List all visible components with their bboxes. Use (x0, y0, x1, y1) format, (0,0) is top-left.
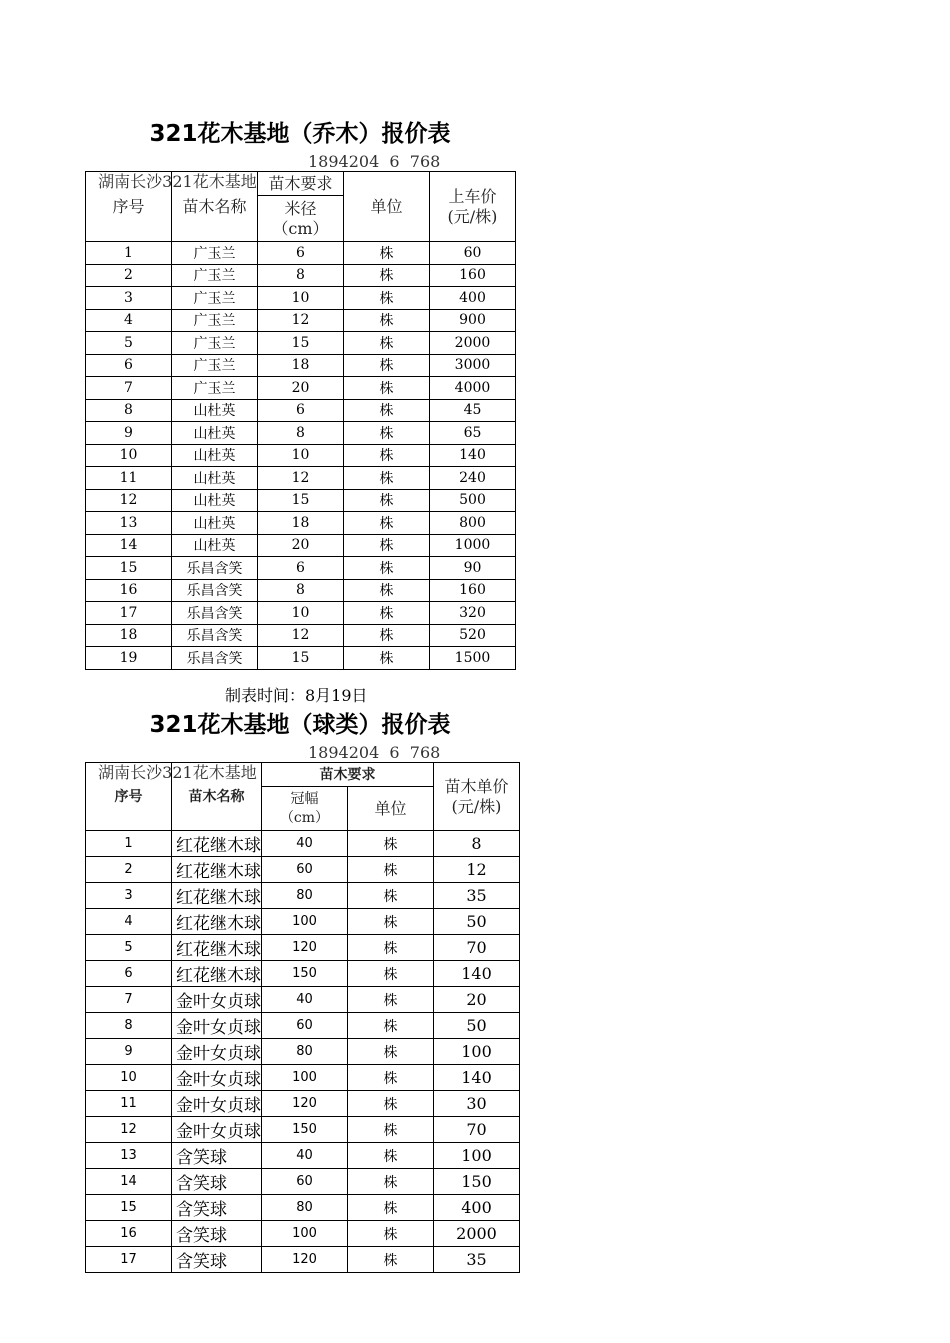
plant-name: 广玉兰 (172, 309, 258, 332)
table-row (86, 1091, 520, 1117)
row-number: 17 (86, 1247, 172, 1273)
price-value: 35 (434, 883, 520, 909)
size-value: 100 (262, 1221, 348, 1247)
row-number: 7 (86, 987, 172, 1013)
size-value: 40 (262, 987, 348, 1013)
size-value: 20 (258, 534, 344, 557)
phone-number: 1894204 6 768 (308, 152, 441, 171)
plant-name: 山杜英 (172, 467, 258, 490)
row-number: 9 (86, 422, 172, 445)
unit-value: 株 (348, 1195, 434, 1221)
table-row (86, 422, 516, 445)
arbor-price-title: 321花木基地（乔木）报价表 (149, 121, 451, 147)
row-number: 15 (86, 1195, 172, 1221)
row-number: 4 (86, 909, 172, 935)
plant-name: 山杜英 (172, 512, 258, 535)
table-row (86, 377, 516, 400)
size-value: 40 (262, 831, 348, 857)
price-value: 100 (434, 1039, 520, 1065)
price-value: 2000 (434, 1221, 520, 1247)
price-value: 520 (430, 624, 516, 647)
row-number: 6 (86, 354, 172, 377)
price-value: 8 (434, 831, 520, 857)
row-number: 16 (86, 1221, 172, 1247)
size-value: 12 (258, 624, 344, 647)
plant-name: 含笑球 (172, 1247, 262, 1273)
unit-value: 株 (344, 309, 430, 332)
row-number: 4 (86, 309, 172, 332)
unit-value: 株 (344, 399, 430, 422)
size-value: 6 (258, 399, 344, 422)
plant-name: 金叶女贞球 (172, 1013, 262, 1039)
row-number: 6 (86, 961, 172, 987)
price-value: 1500 (430, 647, 516, 670)
size-value: 100 (262, 909, 348, 935)
plant-name: 红花继木球 (172, 909, 262, 935)
size-value: 120 (262, 1091, 348, 1117)
unit-value: 株 (348, 857, 434, 883)
row-number: 11 (86, 467, 172, 490)
plant-name: 红花继木球 (172, 857, 262, 883)
row-number: 2 (86, 264, 172, 287)
price-value: 240 (430, 467, 516, 490)
table-row (86, 1221, 520, 1247)
unit-value: 株 (344, 377, 430, 400)
plant-name: 广玉兰 (172, 332, 258, 355)
table-row (86, 399, 516, 422)
table-row (86, 467, 516, 490)
table-row (86, 624, 516, 647)
plant-name: 乐昌含笑 (172, 647, 258, 670)
unit-value: 株 (344, 579, 430, 602)
unit-value: 株 (344, 467, 430, 490)
plant-name: 广玉兰 (172, 287, 258, 310)
size-value: 15 (258, 489, 344, 512)
size-value: 6 (258, 242, 344, 265)
unit-value: 株 (344, 444, 430, 467)
plant-name: 广玉兰 (172, 242, 258, 265)
price-value: 50 (434, 909, 520, 935)
row-number: 16 (86, 579, 172, 602)
price-value: 70 (434, 935, 520, 961)
price-value: 800 (430, 512, 516, 535)
row-number: 1 (86, 831, 172, 857)
price-value: 45 (430, 399, 516, 422)
size-value: 20 (258, 377, 344, 400)
unit-value: 株 (348, 909, 434, 935)
table-row (86, 602, 516, 625)
price-value: 1000 (430, 534, 516, 557)
price-value: 90 (430, 557, 516, 580)
size-value: 10 (258, 602, 344, 625)
price-value: 70 (434, 1117, 520, 1143)
unit-value: 株 (348, 1169, 434, 1195)
price-value: 20 (434, 987, 520, 1013)
plant-name: 山杜英 (172, 399, 258, 422)
table-row (86, 1195, 520, 1221)
size-value: 60 (262, 857, 348, 883)
table-row (86, 647, 516, 670)
unit-value: 株 (344, 287, 430, 310)
size-value: 80 (262, 1039, 348, 1065)
plant-name: 山杜英 (172, 534, 258, 557)
table-row (86, 309, 516, 332)
plant-name: 金叶女贞球 (172, 1117, 262, 1143)
price-value: 50 (434, 1013, 520, 1039)
plant-name: 金叶女贞球 (172, 1039, 262, 1065)
row-number: 17 (86, 602, 172, 625)
unit-value: 株 (348, 883, 434, 909)
size-value: 150 (262, 961, 348, 987)
unit-value: 株 (348, 1117, 434, 1143)
nursery-name: 湖南长沙321花木基地 (98, 763, 257, 782)
table-row (86, 1247, 520, 1273)
plant-name: 广玉兰 (172, 264, 258, 287)
row-number: 12 (86, 489, 172, 512)
row-number: 12 (86, 1117, 172, 1143)
size-value: 10 (258, 287, 344, 310)
size-value: 120 (262, 935, 348, 961)
unit-value: 株 (348, 1065, 434, 1091)
unit-value: 株 (348, 831, 434, 857)
plant-name: 金叶女贞球 (172, 1065, 262, 1091)
plant-name: 含笑球 (172, 1169, 262, 1195)
plant-name: 红花继木球 (172, 883, 262, 909)
unit-value: 株 (348, 935, 434, 961)
plant-name: 含笑球 (172, 1221, 262, 1247)
size-value: 15 (258, 332, 344, 355)
size-value: 80 (262, 1195, 348, 1221)
table-row (86, 1169, 520, 1195)
plant-name: 红花继木球 (172, 831, 262, 857)
header-price: 苗木单价(元/株) (434, 763, 520, 831)
plant-name: 山杜英 (172, 489, 258, 512)
price-value: 2000 (430, 332, 516, 355)
unit-value: 株 (344, 332, 430, 355)
table-row (86, 987, 520, 1013)
row-number: 7 (86, 377, 172, 400)
table-row (86, 961, 520, 987)
row-number: 18 (86, 624, 172, 647)
header-requirement: 苗木要求 (258, 172, 344, 196)
size-value: 8 (258, 264, 344, 287)
table-row (86, 935, 520, 961)
plant-name: 山杜英 (172, 444, 258, 467)
price-value: 160 (430, 264, 516, 287)
row-number: 10 (86, 1065, 172, 1091)
row-number: 5 (86, 935, 172, 961)
price-value: 140 (434, 961, 520, 987)
row-number: 14 (86, 534, 172, 557)
ball-price-table (85, 762, 520, 1273)
row-number: 14 (86, 1169, 172, 1195)
unit-value: 株 (344, 489, 430, 512)
price-value: 900 (430, 309, 516, 332)
size-value: 15 (258, 647, 344, 670)
row-number: 9 (86, 1039, 172, 1065)
plant-name: 乐昌含笑 (172, 579, 258, 602)
unit-value: 株 (348, 1143, 434, 1169)
header-name: 苗木名称 (172, 763, 262, 831)
price-value: 400 (434, 1195, 520, 1221)
table-row (86, 1013, 520, 1039)
nursery-name: 湖南长沙321花木基地 (98, 172, 257, 191)
header-name: 苗木名称 (172, 172, 258, 242)
row-number: 3 (86, 883, 172, 909)
ball-price-title: 321花木基地（球类）报价表 (149, 712, 451, 738)
size-value: 120 (262, 1247, 348, 1273)
table-row (86, 1065, 520, 1091)
price-value: 30 (434, 1091, 520, 1117)
unit-value: 株 (348, 961, 434, 987)
size-value: 6 (258, 557, 344, 580)
price-value: 100 (434, 1143, 520, 1169)
row-number: 2 (86, 857, 172, 883)
plant-name: 含笑球 (172, 1195, 262, 1221)
header-no: 序号 (86, 763, 172, 831)
header-unit: 单位 (348, 787, 434, 831)
table-row (86, 489, 516, 512)
header-crown: 冠幅（cm） (262, 787, 348, 831)
table-row (86, 332, 516, 355)
row-number: 11 (86, 1091, 172, 1117)
table-date: 制表时间：8月19日 (225, 686, 368, 705)
header-price: 上车价(元/株) (430, 172, 516, 242)
size-value: 150 (262, 1117, 348, 1143)
unit-value: 株 (348, 1039, 434, 1065)
unit-value: 株 (348, 1013, 434, 1039)
unit-value: 株 (344, 557, 430, 580)
unit-value: 株 (348, 987, 434, 1013)
plant-name: 红花继木球 (172, 935, 262, 961)
size-value: 40 (262, 1143, 348, 1169)
price-value: 140 (430, 444, 516, 467)
price-value: 500 (430, 489, 516, 512)
price-value: 60 (430, 242, 516, 265)
row-number: 10 (86, 444, 172, 467)
price-value: 140 (434, 1065, 520, 1091)
size-value: 12 (258, 467, 344, 490)
unit-value: 株 (348, 1247, 434, 1273)
header-no: 序号 (86, 172, 172, 242)
row-number: 13 (86, 512, 172, 535)
row-number: 3 (86, 287, 172, 310)
unit-value: 株 (344, 422, 430, 445)
size-value: 8 (258, 579, 344, 602)
table-row (86, 1039, 520, 1065)
size-value: 12 (258, 309, 344, 332)
header-requirement: 苗木要求 (262, 763, 434, 787)
plant-name: 广玉兰 (172, 354, 258, 377)
price-value: 150 (434, 1169, 520, 1195)
unit-value: 株 (344, 264, 430, 287)
table-row (86, 883, 520, 909)
price-value: 4000 (430, 377, 516, 400)
row-number: 8 (86, 399, 172, 422)
row-number: 13 (86, 1143, 172, 1169)
price-value: 3000 (430, 354, 516, 377)
size-value: 100 (262, 1065, 348, 1091)
price-value: 35 (434, 1247, 520, 1273)
table-row (86, 857, 520, 883)
row-number: 19 (86, 647, 172, 670)
table-row (86, 831, 520, 857)
table-row (86, 909, 520, 935)
table-row (86, 1117, 520, 1143)
plant-name: 乐昌含笑 (172, 557, 258, 580)
table-row (86, 444, 516, 467)
price-value: 12 (434, 857, 520, 883)
plant-name: 乐昌含笑 (172, 624, 258, 647)
size-value: 60 (262, 1169, 348, 1195)
header-unit: 单位 (344, 172, 430, 242)
unit-value: 株 (348, 1091, 434, 1117)
header-diameter: 米径（cm） (258, 196, 344, 242)
row-number: 8 (86, 1013, 172, 1039)
unit-value: 株 (344, 647, 430, 670)
plant-name: 红花继木球 (172, 961, 262, 987)
unit-value: 株 (344, 354, 430, 377)
arbor-price-table (85, 171, 516, 670)
row-number: 5 (86, 332, 172, 355)
price-value: 320 (430, 602, 516, 625)
unit-value: 株 (348, 1221, 434, 1247)
table-row (86, 287, 516, 310)
plant-name: 金叶女贞球 (172, 987, 262, 1013)
unit-value: 株 (344, 602, 430, 625)
price-value: 65 (430, 422, 516, 445)
unit-value: 株 (344, 534, 430, 557)
unit-value: 株 (344, 242, 430, 265)
plant-name: 金叶女贞球 (172, 1091, 262, 1117)
table-row (86, 512, 516, 535)
phone-number: 1894204 6 768 (308, 743, 441, 762)
table-row (86, 557, 516, 580)
unit-value: 株 (344, 512, 430, 535)
table-row (86, 579, 516, 602)
table-row (86, 354, 516, 377)
size-value: 8 (258, 422, 344, 445)
plant-name: 乐昌含笑 (172, 602, 258, 625)
plant-name: 山杜英 (172, 422, 258, 445)
row-number: 15 (86, 557, 172, 580)
unit-value: 株 (344, 624, 430, 647)
price-value: 160 (430, 579, 516, 602)
row-number: 1 (86, 242, 172, 265)
price-value: 400 (430, 287, 516, 310)
table-row (86, 1143, 520, 1169)
table-row (86, 534, 516, 557)
size-value: 80 (262, 883, 348, 909)
table-row (86, 264, 516, 287)
table-row (86, 242, 516, 265)
plant-name: 含笑球 (172, 1143, 262, 1169)
size-value: 18 (258, 354, 344, 377)
size-value: 60 (262, 1013, 348, 1039)
size-value: 18 (258, 512, 344, 535)
plant-name: 广玉兰 (172, 377, 258, 400)
size-value: 10 (258, 444, 344, 467)
